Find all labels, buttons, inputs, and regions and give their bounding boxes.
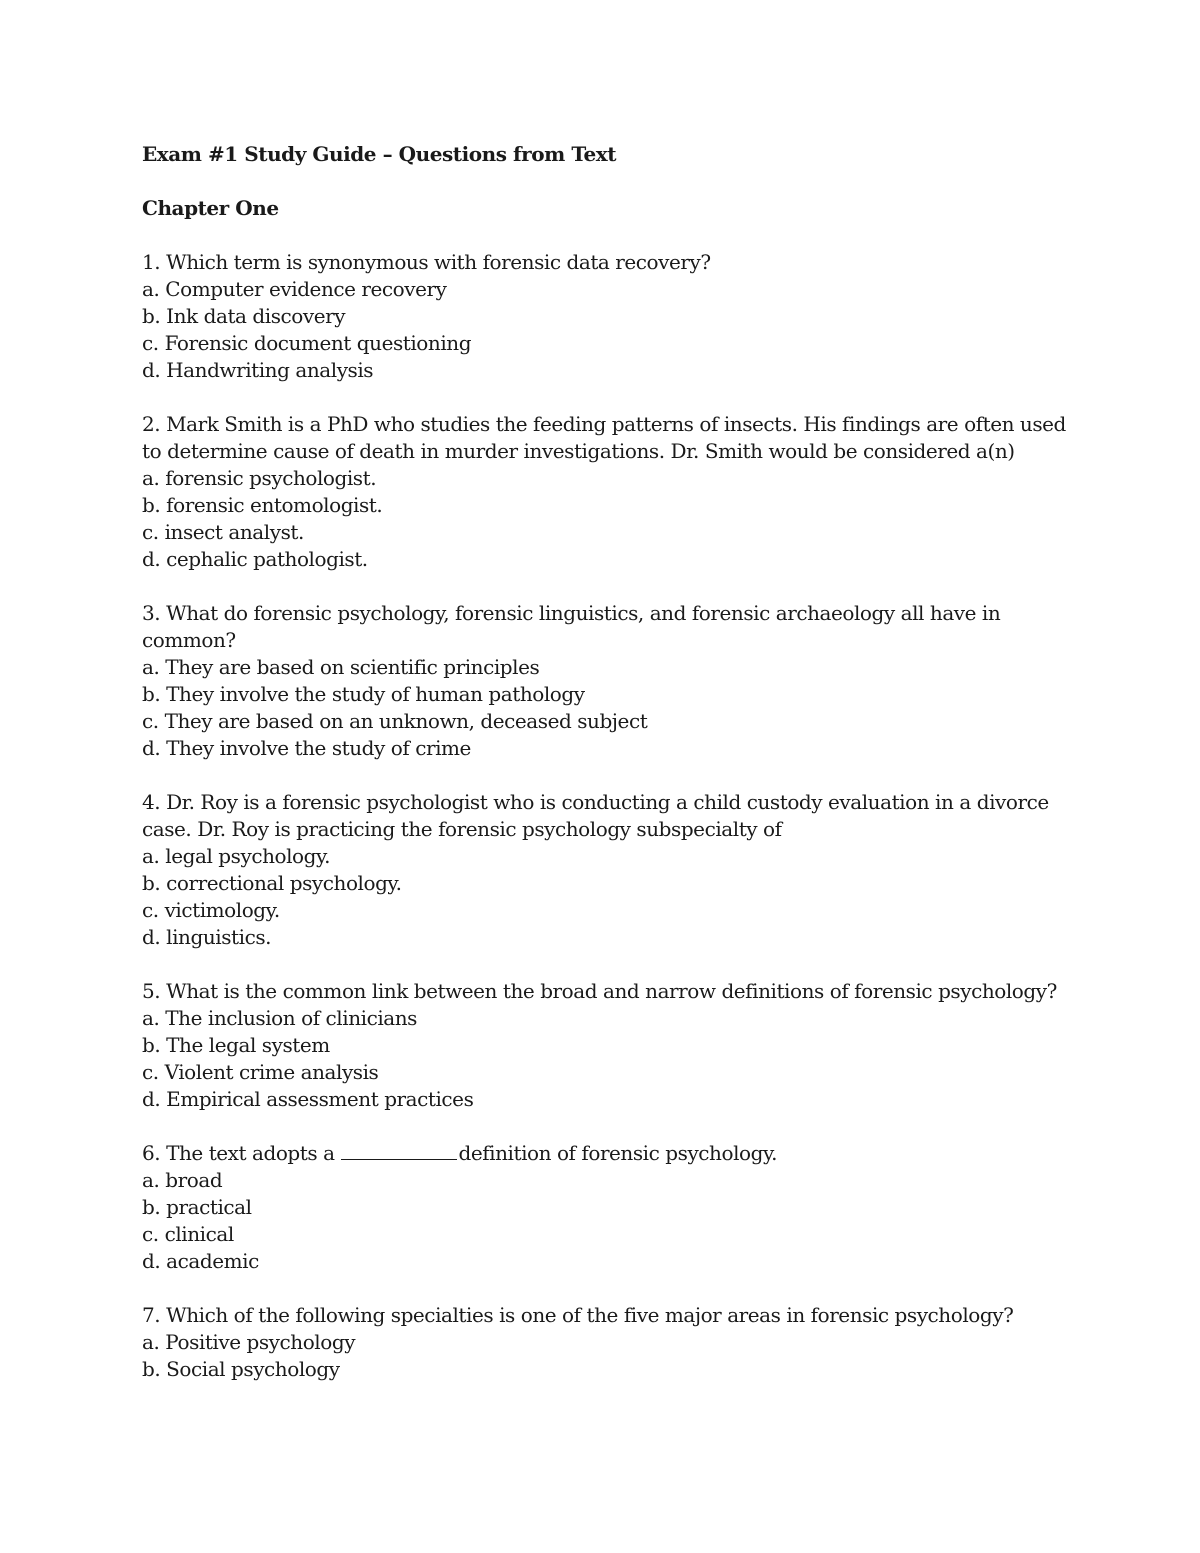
question-3: [142, 600, 1082, 762]
answer-option: a. The inclusion of clinicians: [142, 1006, 417, 1030]
answer-option: b. Social psychology: [142, 1357, 340, 1381]
answer-option: c. clinical: [142, 1222, 234, 1246]
question-6: [142, 1140, 1082, 1275]
question-text: 4. Dr. Roy is a forensic psychologist who is conducting a child custody evaluation in a divorce case. Dr. Roy is practicing the forensic psychology subspecialty of: [142, 790, 1049, 841]
answer-option: a. Positive psychology: [142, 1330, 356, 1354]
question-text: 3. What do forensic psychology, forensic linguistics, and forensic archaeology all have in common?: [142, 601, 1001, 652]
answer-option: a. legal psychology.: [142, 844, 331, 868]
answer-option: c. Violent crime analysis: [142, 1060, 379, 1084]
question-5: [142, 978, 1082, 1113]
answer-option: a. They are based on scientific principles: [142, 655, 540, 679]
answer-option: a. Computer evidence recovery: [142, 277, 447, 301]
answer-option: a. broad: [142, 1168, 223, 1192]
answer-option: a. forensic psychologist.: [142, 466, 377, 490]
document-title: Exam #1 Study Guide – Questions from Text: [142, 142, 617, 166]
answer-option: c. They are based on an unknown, deceased subject: [142, 709, 648, 733]
answer-option: b. The legal system: [142, 1033, 330, 1057]
answer-option: d. cephalic pathologist.: [142, 547, 368, 571]
answer-option: d. They involve the study of crime: [142, 736, 471, 760]
question-text-after-blank: definition of forensic psychology.: [458, 1141, 778, 1165]
question-text: 5. What is the common link between the broad and narrow definitions of forensic psychology?: [142, 979, 1057, 1003]
answer-option: d. Handwriting analysis: [142, 358, 374, 382]
document-page: [142, 141, 1082, 1383]
answer-option: b. practical: [142, 1195, 252, 1219]
answer-option: d. Empirical assessment practices: [142, 1087, 474, 1111]
question-1: [142, 249, 1082, 384]
answer-option: d. academic: [142, 1249, 259, 1273]
question-text: 1. Which term is synonymous with forensic data recovery?: [142, 250, 711, 274]
question-2: [142, 411, 1082, 573]
question-4: [142, 789, 1082, 951]
question-text: [142, 1140, 1082, 1167]
chapter-heading: Chapter One: [142, 196, 279, 220]
question-list: [142, 249, 1082, 1383]
answer-option: c. victimology.: [142, 898, 280, 922]
question-7: [142, 1302, 1082, 1383]
answer-option: b. correctional psychology.: [142, 871, 402, 895]
question-text: 7. Which of the following specialties is one of the five major areas in forensic psychology?: [142, 1303, 1014, 1327]
answer-option: b. They involve the study of human pathology: [142, 682, 585, 706]
answer-option: c. insect analyst.: [142, 520, 304, 544]
answer-option: b. forensic entomologist.: [142, 493, 383, 517]
answer-option: c. Forensic document questioning: [142, 331, 472, 355]
answer-option: b. Ink data discovery: [142, 304, 346, 328]
answer-option: d. linguistics.: [142, 925, 272, 949]
question-text-before-blank: 6. The text adopts a: [142, 1141, 341, 1165]
question-text: 2. Mark Smith is a PhD who studies the feeding patterns of insects. His findings are often used to determine cause of death in murder investigations. Dr. Smith would be considered a(n): [142, 412, 1066, 463]
fill-in-blank: [341, 1141, 457, 1160]
